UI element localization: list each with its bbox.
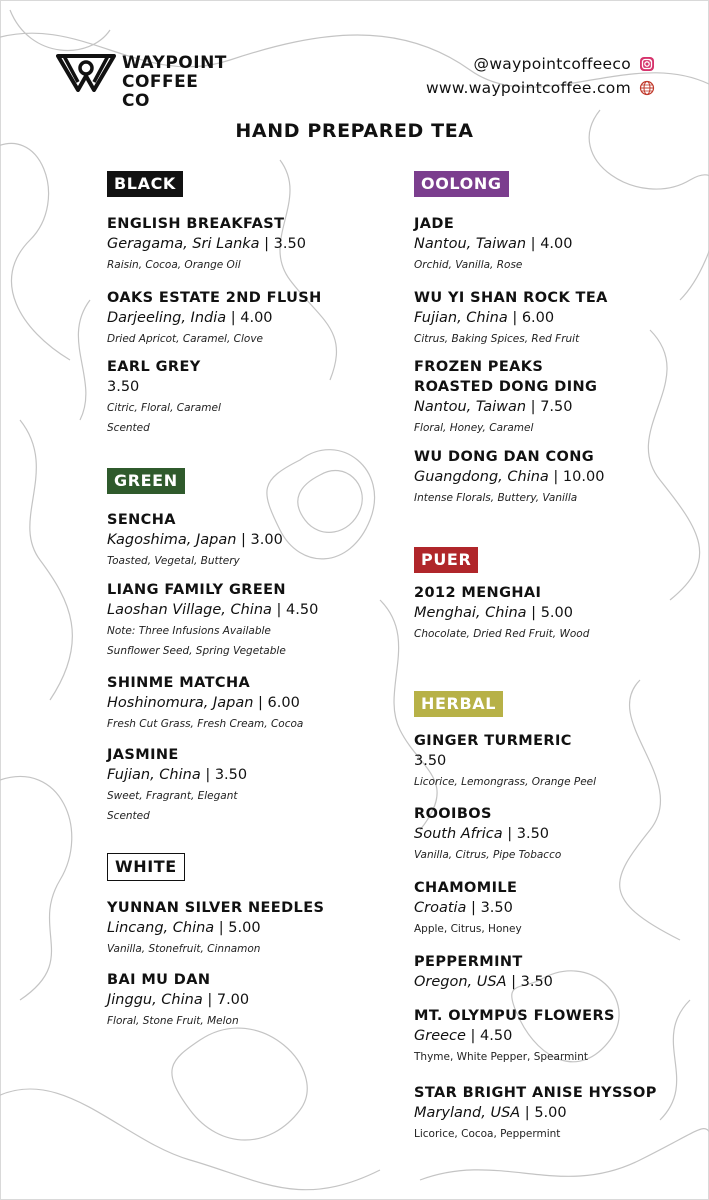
item-notes: Citric, Floral, Caramel (107, 402, 221, 414)
item-name: ENGLISH BREAKFAST (107, 216, 285, 232)
item-notes: Scented (107, 810, 150, 822)
item-notes: Licorice, Cocoa, Peppermint (414, 1128, 561, 1140)
menu-item (107, 580, 407, 661)
item-origin-price: Oregon, USA | 3.50 (414, 974, 553, 990)
item-origin-price: Laoshan Village, China | 4.50 (107, 602, 319, 618)
item-origin-price: Fujian, China | 6.00 (414, 310, 555, 326)
item-notes: Dried Apricot, Caramel, Clove (107, 333, 263, 345)
item-name: OAKS ESTATE 2ND FLUSH (107, 290, 322, 306)
item-name: WU DONG DAN CONG (414, 449, 595, 465)
item-name-line-2: ROASTED DONG DING (414, 379, 598, 395)
item-name: BAI MU DAN (107, 972, 211, 988)
item-name: ROOIBOS (414, 806, 492, 822)
item-name: JASMINE (107, 747, 179, 763)
menu-item (414, 583, 709, 644)
menu-item (414, 731, 709, 792)
menu-item (107, 357, 407, 438)
item-origin-price: Darjeeling, India | 4.00 (107, 310, 273, 326)
item-origin-price: Nantou, Taiwan | 4.00 (414, 236, 573, 252)
item-origin-price: Hoshinomura, Japan | 6.00 (107, 695, 300, 711)
item-name: STAR BRIGHT ANISE HYSSOP (414, 1085, 657, 1101)
item-origin-price: Jinggu, China | 7.00 (107, 992, 250, 1008)
item-name: EARL GREY (107, 359, 201, 375)
item-name: JADE (414, 216, 455, 232)
menu-item (414, 952, 709, 993)
item-notes: Sweet, Fragrant, Elegant (107, 790, 238, 802)
menu-item (107, 970, 407, 1031)
item-notes: Raisin, Cocoa, Orange Oil (107, 259, 241, 271)
item-name: FROZEN PEAKS (414, 359, 544, 375)
menu-item (414, 288, 709, 349)
menu-item (107, 673, 407, 734)
item-notes: Intense Florals, Buttery, Vanilla (414, 492, 578, 504)
item-notes: Orchid, Vanilla, Rose (414, 259, 523, 271)
page-title: HAND PREPARED TEA (235, 120, 474, 142)
item-origin-price: Geragama, Sri Lanka | 3.50 (107, 236, 306, 252)
item-notes: Vanilla, Citrus, Pipe Tobacco (414, 849, 562, 861)
item-name: GINGER TURMERIC (414, 733, 572, 749)
website-row[interactable] (426, 76, 655, 100)
section-badge-puer: PUER (414, 547, 478, 573)
section-badge-herbal: HERBAL (414, 691, 503, 717)
item-price: 3.50 (414, 753, 447, 769)
item-notes: Fresh Cut Grass, Fresh Cream, Cocoa (107, 718, 304, 730)
item-notes: Apple, Citrus, Honey (414, 923, 522, 935)
brand-line-1: WAYPOINT (122, 53, 227, 73)
item-price: 3.50 (107, 379, 140, 395)
item-notes: Thyme, White Pepper, Spearmint (414, 1051, 588, 1063)
item-name: CHAMOMILE (414, 880, 518, 896)
item-origin-price: Nantou, Taiwan | 7.50 (414, 399, 573, 415)
item-notes: Sunflower Seed, Spring Vegetable (107, 645, 286, 657)
item-notes: Floral, Stone Fruit, Melon (107, 1015, 239, 1027)
item-name: SENCHA (107, 512, 176, 528)
menu-item (414, 214, 709, 275)
section-badge-oolong: OOLONG (414, 171, 509, 197)
menu-item (107, 214, 407, 275)
waypoint-logo (56, 52, 227, 111)
section-badge-black: BLACK (107, 171, 183, 197)
item-origin-price: Guangdong, China | 10.00 (414, 469, 605, 485)
item-notes: Floral, Honey, Caramel (414, 422, 534, 434)
menu-item (107, 510, 407, 571)
item-name: SHINME MATCHA (107, 675, 251, 691)
menu-item (414, 804, 709, 865)
item-notes: Chocolate, Dried Red Fruit, Wood (414, 628, 590, 640)
instagram-icon[interactable] (639, 56, 655, 72)
menu-item (107, 288, 407, 349)
brand-line-2: COFFEE CO (122, 72, 199, 111)
item-notes: Note: Three Infusions Available (107, 625, 271, 637)
item-name: LIANG FAMILY GREEN (107, 582, 286, 598)
item-name: PEPPERMINT (414, 954, 523, 970)
instagram-handle[interactable]: @waypointcoffeeco (473, 55, 631, 73)
item-name: 2012 MENGHAI (414, 585, 542, 601)
waypoint-mark-icon (56, 52, 116, 92)
item-origin-price: Kagoshima, Japan | 3.00 (107, 532, 283, 548)
item-origin-price: Maryland, USA | 5.00 (414, 1105, 567, 1121)
item-origin-price: Lincang, China | 5.00 (107, 920, 261, 936)
item-origin-price: Menghai, China | 5.00 (414, 605, 573, 621)
menu-item (107, 745, 407, 826)
item-name: MT. OLYMPUS FLOWERS (414, 1008, 615, 1024)
instagram-row[interactable] (426, 52, 655, 76)
item-origin-price: South Africa | 3.50 (414, 826, 550, 842)
section-badge-green: GREEN (107, 468, 185, 494)
item-notes: Vanilla, Stonefruit, Cinnamon (107, 943, 261, 955)
menu-item (414, 357, 709, 438)
globe-icon[interactable] (639, 80, 655, 96)
section-badge-white: WHITE (107, 853, 185, 881)
item-notes: Licorice, Lemongrass, Orange Peel (414, 776, 597, 788)
website-url[interactable]: www.waypointcoffee.com (425, 79, 631, 97)
item-name: WU YI SHAN ROCK TEA (414, 290, 608, 306)
menu-item (414, 878, 709, 939)
item-origin-price: Croatia | 3.50 (414, 900, 513, 916)
item-notes: Scented (107, 422, 150, 434)
menu-item (414, 447, 709, 508)
menu-item (414, 1006, 709, 1067)
item-origin-price: Greece | 4.50 (414, 1028, 513, 1044)
item-notes: Toasted, Vegetal, Buttery (107, 555, 240, 567)
menu-item (414, 1083, 709, 1144)
item-notes: Citrus, Baking Spices, Red Fruit (414, 333, 580, 345)
menu-item (107, 898, 407, 959)
item-origin-price: Fujian, China | 3.50 (107, 767, 248, 783)
contact-info (426, 52, 655, 100)
item-name: YUNNAN SILVER NEEDLES (107, 900, 325, 916)
